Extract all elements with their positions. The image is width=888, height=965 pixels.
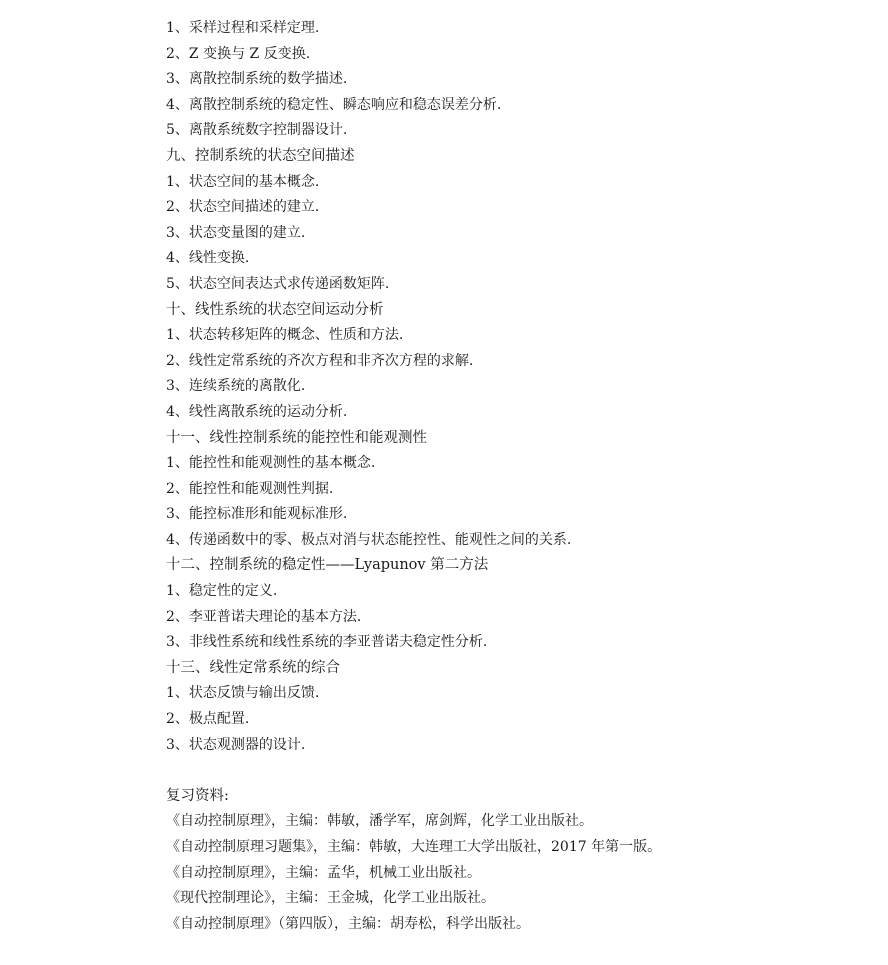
list-item: 3、连续系统的离散化.	[166, 378, 306, 395]
reference-item: 《自动控制原理》（第四版），主编：胡寿松，科学出版社。	[166, 915, 530, 932]
list-item: 5、离散系统数字控制器设计.	[166, 122, 348, 139]
list-item: 4、离散控制系统的稳定性、瞬态响应和稳态误差分析.	[166, 96, 502, 113]
reference-item: 《自动控制原理习题集》，主编：韩敏，大连理工大学出版社，2017 年第一版。	[166, 839, 662, 855]
reference-item: 《现代控制理论》，主编：王金城，化学工业出版社。	[166, 890, 495, 907]
list-item: 1、状态空间的基本概念.	[166, 173, 320, 190]
list-item: 2、极点配置.	[166, 711, 250, 728]
list-item: 5、状态空间表达式求传递函数矩阵.	[166, 275, 390, 292]
section-heading-9: 九、控制系统的状态空间描述	[166, 147, 355, 164]
list-item: 4、线性变换.	[166, 250, 250, 267]
section-heading-13: 十三、线性定常系统的综合	[166, 659, 340, 676]
list-item: 1、采样过程和采样定理.	[166, 20, 320, 36]
list-item: 3、状态观测器的设计.	[166, 736, 306, 753]
list-item: 2、能控性和能观测性判据.	[166, 480, 334, 497]
section-heading-12: 十二、控制系统的稳定性——Lyapunov 第二方法	[166, 557, 489, 574]
list-item: 4、线性离散系统的运动分析.	[166, 403, 348, 420]
references-heading: 复习资料:	[166, 787, 229, 804]
list-item: 2、李亚普诺夫理论的基本方法.	[166, 608, 362, 625]
list-item: 1、状态反馈与输出反馈.	[166, 685, 320, 702]
list-item: 3、离散控制系统的数学描述.	[166, 71, 348, 88]
list-item: 1、状态转移矩阵的概念、性质和方法.	[166, 327, 404, 344]
blank-line	[166, 758, 866, 784]
reference-item: 《自动控制原理》，主编：孟华，机械工业出版社。	[166, 864, 481, 881]
list-item: 1、稳定性的定义.	[166, 583, 278, 600]
reference-item: 《自动控制原理》，主编：韩敏，潘学军，席剑辉，化学工业出版社。	[166, 813, 593, 830]
list-item: 3、能控标准形和能观标准形.	[166, 506, 348, 523]
list-item: 2、状态空间描述的建立.	[166, 199, 320, 216]
list-item: 4、传递函数中的零、极点对消与状态能控性、能观性之间的关系.	[166, 531, 572, 548]
list-item: 3、非线性系统和线性系统的李亚普诺夫稳定性分析.	[166, 634, 488, 651]
list-item: 2、Z 变换与 Z 反变换.	[166, 45, 311, 62]
section-heading-10: 十、线性系统的状态空间运动分析	[166, 301, 384, 318]
list-item: 3、状态变量图的建立.	[166, 224, 306, 241]
list-item: 2、线性定常系统的齐次方程和非齐次方程的求解.	[166, 352, 474, 369]
list-item: 1、能控性和能观测性的基本概念.	[166, 455, 376, 472]
document-page	[166, 16, 866, 937]
section-heading-11: 十一、线性控制系统的能控性和能观测性	[166, 429, 427, 446]
